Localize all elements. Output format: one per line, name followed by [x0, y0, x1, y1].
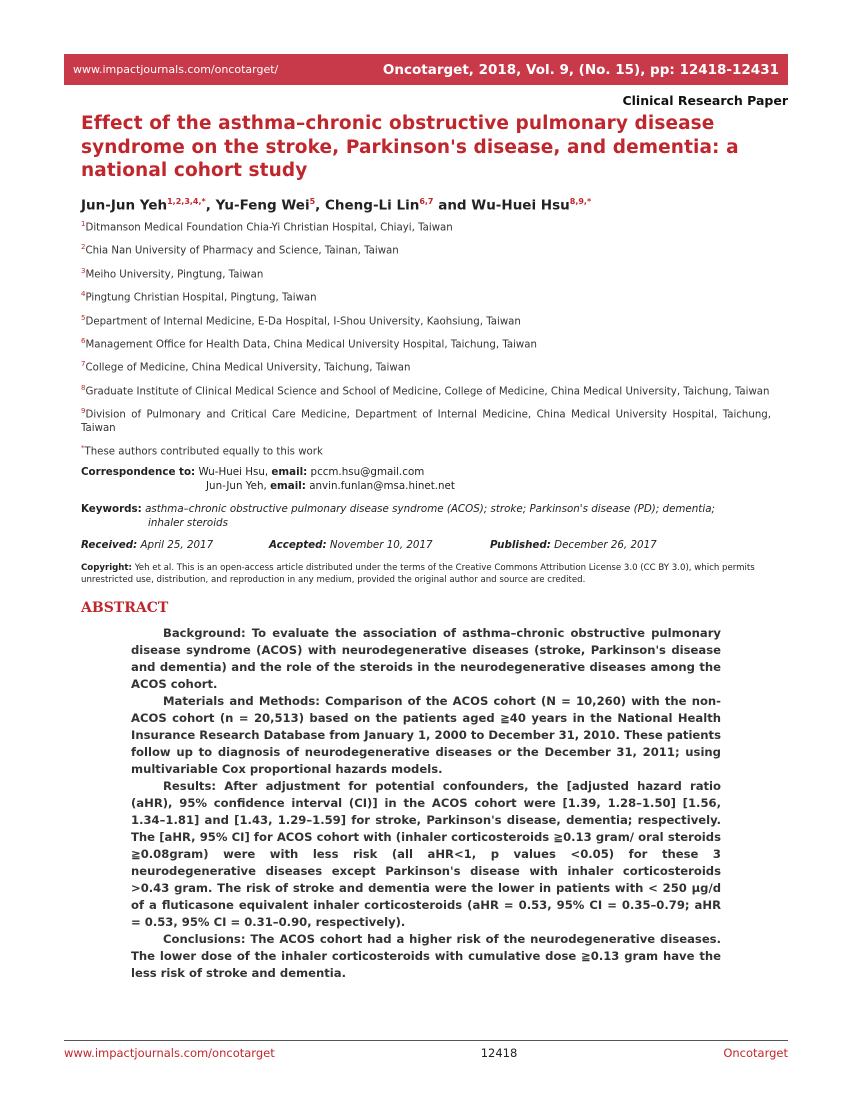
affiliation-number: 9	[81, 407, 86, 416]
author-list: Jun-Jun Yeh$^{1,2,3,4,*}$, Yu-Feng Wei$^5$, Cheng-Li Lin$^{6,7}$ and Wu-Huei Hsu$^{8,9,*}$	[81, 196, 592, 213]
author-affil: 1,2,3,4,*	[167, 196, 206, 206]
affiliation-text: Management Office for Health Data, China Medical University Hospital, Taichung, Taiwan	[85, 339, 537, 351]
affiliation	[81, 442, 771, 458]
corr-name: Jun-Jun Yeh,	[206, 479, 267, 492]
email-label: email:	[271, 465, 308, 478]
affiliation-text: Graduate Institute of Clinical Medical Science and School of Medicine, College of Medicine, China Medical University, Taichung, Taiwan	[85, 386, 770, 398]
journal-url-link[interactable]: www.impactjournals.com/oncotarget/	[73, 63, 279, 76]
copyright	[81, 562, 771, 587]
keywords	[81, 502, 771, 530]
citation: Oncotarget, 2018, Vol. 9, (No. 15), pp: 12418-12431	[382, 61, 779, 78]
paper-type: Clinical Research Paper	[622, 93, 788, 108]
received-date: April 25, 2017	[140, 538, 214, 551]
author: Yu-Feng Wei	[215, 197, 310, 213]
affiliation	[81, 265, 771, 281]
footer-url-link[interactable]: www.impactjournals.com/oncotarget	[64, 1046, 275, 1060]
affiliation-text: Division of Pulmonary and Critical Care Medicine, Department of Internal Medicine, China Medical University Hospital, Taichung, Taiwan	[81, 409, 771, 434]
journal-banner	[64, 54, 788, 85]
page-footer	[64, 1040, 788, 1060]
affiliation-number: 8	[81, 383, 86, 392]
affiliation-text: College of Medicine, China Medical University, Taichung, Taiwan	[85, 362, 411, 374]
spacer	[64, 982, 788, 1040]
and-text: and	[438, 197, 467, 213]
author-affil: 5	[309, 196, 316, 206]
affiliation	[81, 288, 771, 304]
affiliation	[81, 358, 771, 374]
author: Wu-Huei Hsu	[471, 197, 570, 213]
author: Cheng-Li Lin	[325, 197, 420, 213]
abstract-paragraph: Conclusions: The ACOS cohort had a higher risk of the neurodegenerative diseases. The lower dose of the inhaler corticosteroids with cumulative dose ≧0.13 gram have the less risk of stroke and dementia.	[131, 931, 721, 980]
affiliation-number: 2	[81, 243, 86, 252]
author-affil: 8,9,*	[569, 196, 592, 206]
published-label: Published:	[490, 538, 551, 551]
paper-title: Effect of the asthma–chronic obstructive pulmonary disease syndrome on the stroke, Parkinson's disease, and dementia: a national cohort study	[81, 113, 739, 181]
author: Jun-Jun Yeh	[81, 197, 168, 213]
front-matter	[64, 108, 788, 982]
affiliation-text: These authors contributed equally to this work	[84, 445, 323, 457]
published-date: December 26, 2017	[554, 538, 657, 551]
abstract-body	[131, 625, 721, 982]
copyright-label: Copyright:	[81, 562, 132, 573]
abstract-paragraph: Results: After adjustment for potential confounders, the [adjusted hazard ratio (aHR), 95% confidence interval (CI)] in the ACOS cohort were [1.39, 1.28–1.50] [1.56, 1.34–1.81] and [1.43, 1.29–1.59] for stroke, Parkinson's disease, dementia; respectively. The [aHR, 95% CI] for ACOS cohort with (inhaler corticosteroids ≧0.13 gram/ oral steroids ≧0.08gram) were with less risk (all aHR<1, p values <0.05) for these 3 neurodegenerative diseases except Parkinson's disease with inhaler corticosteroids >0.43 gram. The risk of stroke and dementia were the lower in patients with < 250 μg/d of a fluticasone equivalent inhaler corticosteroids (aHR = 0.53, 95% CI = 0.35–0.79; aHR = 0.53, 95% CI = 0.31–0.90, respectively).	[131, 778, 721, 929]
affiliation	[81, 218, 771, 234]
keywords-text: inhaler steroids	[148, 516, 228, 529]
email-link[interactable]: pccm.hsu@gmail.com	[310, 465, 425, 478]
affiliation-text: Meiho University, Pingtung, Taiwan	[85, 269, 264, 281]
affiliation-text: Pingtung Christian Hospital, Pingtung, Taiwan	[85, 292, 317, 304]
author-affil: 6,7	[419, 196, 434, 206]
affiliation	[81, 382, 771, 398]
affiliation-number: 7	[81, 360, 86, 369]
affiliation-number: 4	[81, 290, 86, 299]
abstract-paragraph: Materials and Methods: Comparison of the ACOS cohort (N = 10,260) with the non-ACOS cohort (n = 20,513) based on the patients aged ≧40 years in the National Health Insurance Research Database from January 1, 2000 to December 31, 2010. These patients follow up to diagnosis of neurodegenerative diseases or the December 31, 2011; using multivariable Cox proportional hazards models.	[131, 693, 721, 776]
dates	[81, 538, 788, 552]
affiliation	[81, 241, 771, 257]
abstract-paragraph: Background: To evaluate the association of asthma–chronic obstructive pulmonary disease syndrome (ACOS) with neurodegenerative diseases (stroke, Parkinson's disease and dementia) and the role of the steroids in the neurodegenerative diseases among the ACOS cohort.	[131, 625, 721, 691]
email-label: email:	[270, 479, 306, 492]
page-number: 12418	[480, 1046, 518, 1060]
footer-journal: Oncotarget	[723, 1046, 788, 1060]
abstract-heading: ABSTRACT	[81, 599, 169, 616]
accepted-date: November 10, 2017	[329, 538, 433, 551]
copyright-text: Yeh et al. This is an open-access article distributed under the terms of the Creative Commons Attribution License 3.0 (CC BY 3.0), which permits unrestricted use, distribution, and reproduction in any medium, provided the original author and source are credited.	[81, 562, 755, 586]
affiliation-number: *	[81, 443, 85, 452]
affiliation	[81, 405, 771, 434]
correspondence	[81, 465, 788, 493]
affiliation-text: Ditmanson Medical Foundation Chia-Yi Christian Hospital, Chiayi, Taiwan	[85, 222, 453, 234]
affiliations	[81, 218, 771, 458]
affiliation-text: Chia Nan University of Pharmacy and Science, Tainan, Taiwan	[85, 245, 399, 257]
affiliation	[81, 335, 771, 351]
corr-label: Correspondence to:	[81, 465, 196, 478]
affiliation-number: 3	[81, 266, 86, 275]
keywords-label: Keywords:	[81, 502, 142, 515]
affiliation	[81, 312, 771, 328]
accepted-label: Accepted:	[269, 538, 327, 551]
received-label: Received:	[81, 538, 138, 551]
affiliation-text: Department of Internal Medicine, E-Da Hospital, I-Shou University, Kaohsiung, Taiwan	[85, 315, 521, 327]
affiliation-number: 1	[81, 220, 86, 228]
affiliation-number: 5	[81, 313, 86, 322]
corr-name: Wu-Huei Hsu,	[198, 465, 269, 478]
keywords-text: asthma–chronic obstructive pulmonary disease syndrome (ACOS); stroke; Parkinson's disease (PD); dementia;	[145, 502, 715, 515]
affiliation-number: 6	[81, 336, 86, 345]
email-link[interactable]: anvin.funlan@msa.hinet.net	[309, 479, 455, 492]
